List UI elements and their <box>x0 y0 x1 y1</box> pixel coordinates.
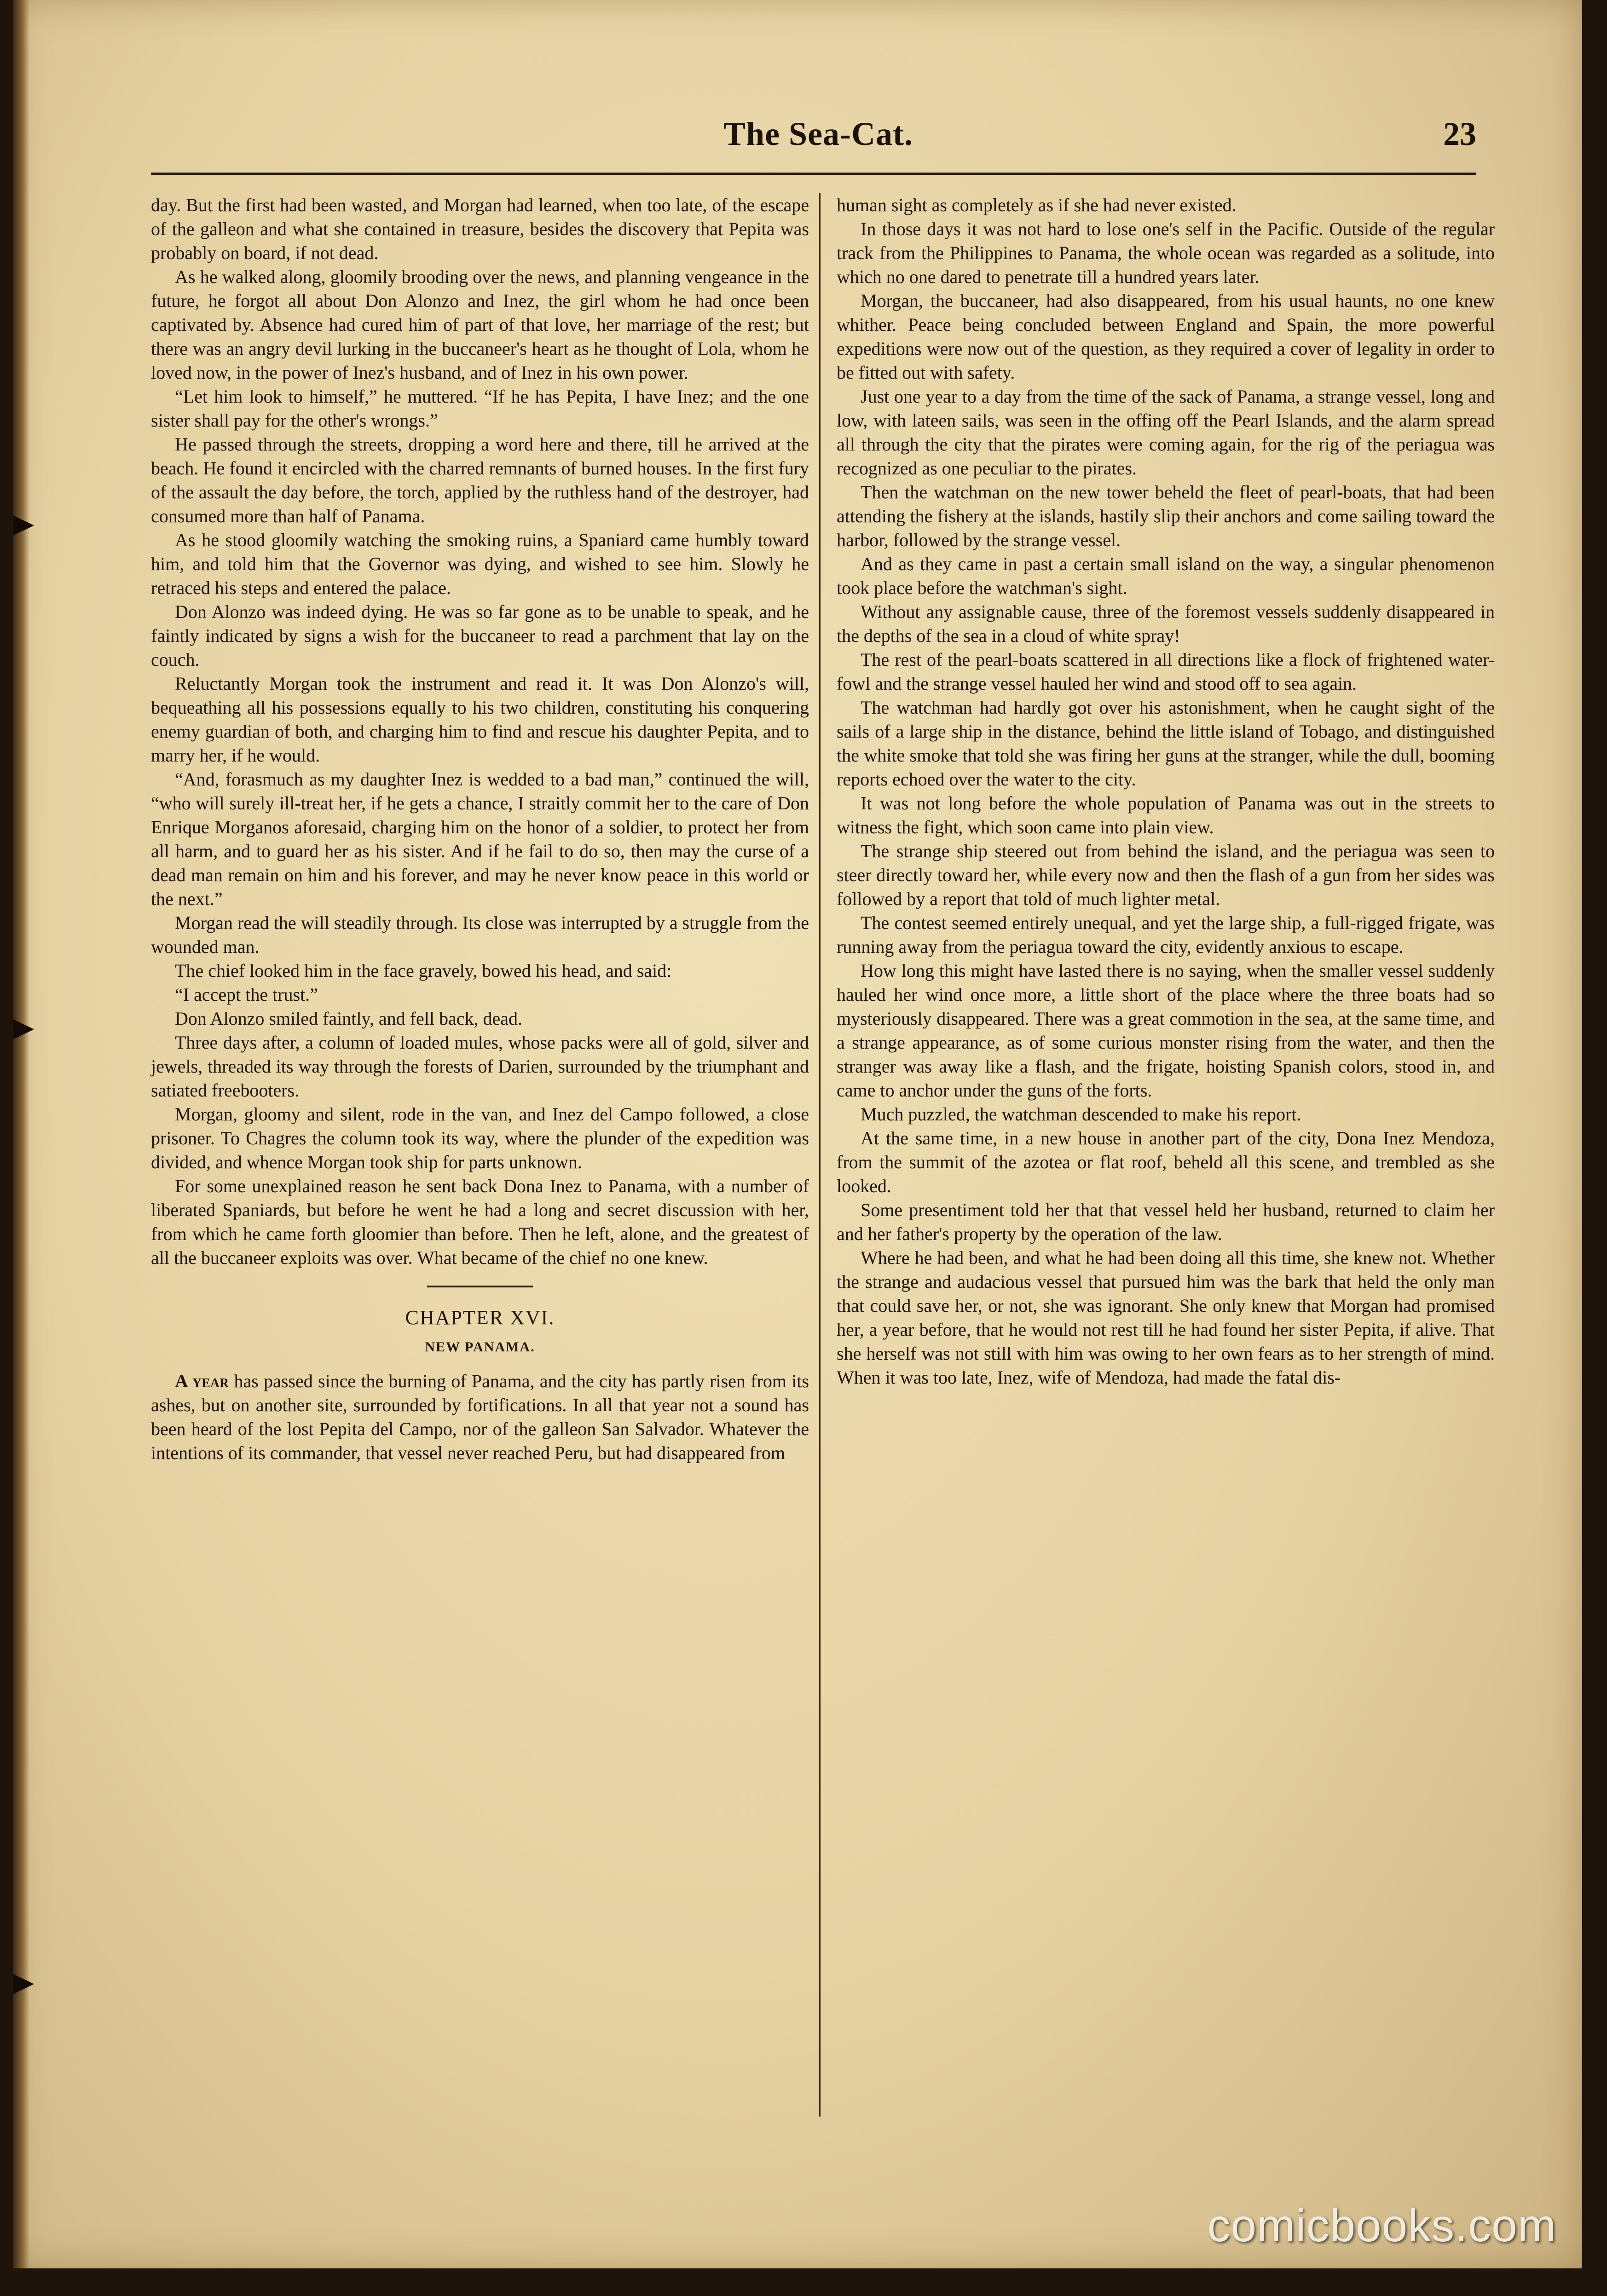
paragraph: The contest seemed entirely unequal, and yet the large ship, a full-rigged frigate, was running away from the periagua toward the city, evidently anxious to escape. <box>837 912 1495 957</box>
binding-hole <box>13 515 34 536</box>
paragraph: In those days it was not hard to lose one's self in the Pacific. Outside of the regular track from the Philippines to Panama, the whole ocean was regarded as a solitude, into which no one dared to penetrate till a hundred years later. <box>837 219 1495 287</box>
text-column-left <box>151 193 809 1465</box>
paragraph: The rest of the pearl-boats scattered in all directions like a flock of frightened water-fowl and the strange vessel hauled her wind and stood off to sea again. <box>837 649 1495 694</box>
binding-hole <box>13 1019 34 1039</box>
book-page <box>13 0 1582 2268</box>
paragraph: Where he had been, and what he had been doing all this time, she knew not. Whether the strange and audacious vessel that pursued him was the bark that held the only man that could save her, or not, she was ignorant. She only knew that Morgan had promised her, a year before, that he would not rest till he had found her sister Pepita, if alive. That she herself was not still with him was owing to her own fears as to her strength of mind. When it was too late, Inez, wife of Mendoza, had made the fatal dis- <box>837 1247 1495 1388</box>
page-spine-shadow <box>13 0 29 2268</box>
paragraph: How long this might have lasted there is no saying, when the smaller vessel suddenly hauled her wind once more, a little short of the place where the three boats had so mysteriously disappeared. There was a great commotion in the sea, at the same time, and a strange appearance, as of some curious monster rising from the water, and then the stranger was away like a flash, and the frigate, hoisting Spanish colors, stood in, and came to anchor under the guns of the forts. <box>837 960 1495 1101</box>
paragraph: day. But the first had been wasted, and Morgan had learned, when too late, of the escape of the galleon and what she contained in treasure, besides the discovery that Pepita was probably on board, if not dead. <box>151 195 809 263</box>
paragraph: It was not long before the whole population of Panama was out in the streets to witness the fight, which soon came into plain view. <box>837 793 1495 837</box>
paragraph: Don Alonzo was indeed dying. He was so far gone as to be unable to speak, and he faintly indicated by signs a wish for the buccaneer to read a parchment that lay on the couch. <box>151 601 809 670</box>
chapter-opening-paragraph <box>151 1369 809 1465</box>
paragraph: “And, forasmuch as my daughter Inez is wedded to a bad man,” continued the will, “who will surely ill-treat her, if he gets a chance, I straitly commit her to the care of Don Enrique Morganos aforesaid, charging him on the honor of a soldier, to protect her from all harm, and to guard her as his sister. And if he fail to do so, then may the curse of a dead man remain on him and his forever, and may he never know peace in this world or the next.” <box>151 769 809 909</box>
header-rule <box>151 173 1476 175</box>
paragraph: Three days after, a column of loaded mules, whose packs were all of gold, silver and jewels, threaded its way through the forests of Darien, surrounded by the triumphant and satiated freebooters. <box>151 1032 809 1101</box>
page-number: 23 <box>1443 115 1476 152</box>
paragraph: Then the watchman on the new tower beheld the fleet of pearl-boats, that had been attending the fishery at the islands, hastily slip their anchors and come sailing toward the harbor, followed by the strange vessel. <box>837 482 1495 550</box>
paragraph: He passed through the streets, dropping a word here and there, till he arrived at the beach. He found it encircled with the charred remnants of burned houses. In the first fury of the assault the day before, the torch, applied by the ruthless hand of the destroyer, had consumed more than half of Panama. <box>151 434 809 526</box>
paragraph: Without any assignable cause, three of the foremost vessels suddenly disappeared in the depths of the sea in a cloud of white spray! <box>837 601 1495 646</box>
paragraph: Morgan read the will steadily through. Its close was interrupted by a struggle from the wounded man. <box>151 912 809 957</box>
chapter-divider <box>427 1286 533 1287</box>
watermark-logo: comicbooks.com <box>1207 2200 1556 2251</box>
binding-hole <box>13 1974 34 1994</box>
chapter-opening-lead: A year <box>175 1371 229 1391</box>
paragraph: The watchman had hardly got over his astonishment, when he caught sight of the sails of a large ship in the distance, behind the little island of Tobago, and distinguished the white smoke that told she was firing her guns at the stranger, while the dull, booming reports echoed over the water to the city. <box>837 697 1495 790</box>
running-title: The Sea-Cat. <box>723 115 913 152</box>
paragraph: Just one year to a day from the time of the sack of Panama, a strange vessel, long and low, with lateen sails, was seen in the offing off the Pearl Islands, and the alarm spread all through the city that the pirates were coming again, for the rig of the periagua was recognized as one peculiar to the pirates. <box>837 386 1495 479</box>
paragraph: The strange ship steered out from behind the island, and the periagua was seen to steer directly toward her, while every now and then the flash of a gun from her sides was followed by a report that told of much lighter metal. <box>837 841 1495 909</box>
paragraph: For some unexplained reason he sent back Dona Inez to Panama, with a number of liberated Spaniards, but before he went he had a long and secret discussion with her, from which he came forth gloomier than before. Then he left, alone, and the greatest of all the buccaneer exploits was over. What became of the chief no one knew. <box>151 1176 809 1268</box>
paragraph: “I accept the trust.” <box>175 984 318 1005</box>
page-header <box>160 115 1476 166</box>
paragraph: The chief looked him in the face gravely, bowed his head, and said: <box>175 960 672 981</box>
paragraph: As he walked along, gloomily brooding over the news, and planning vengeance in the future, he forgot all about Don Alonzo and Inez, the girl whom he had once been captivated by. Absence had cured him of part of that love, her marriage of the rest; but there was an angry devil lurking in the buccaneer's heart as he thought of Lola, whom he loved now, in the power of Inez's husband, and of Inez in his own power. <box>151 266 809 383</box>
paragraph: And as they came in past a certain small island on the way, a singular phenomenon took place before the watchman's sight. <box>837 554 1495 598</box>
chapter-title: CHAPTER XVI. <box>405 1306 555 1329</box>
chapter-subtitle: NEW PANAMA. <box>425 1339 535 1355</box>
text-column-right <box>837 193 1495 1390</box>
paragraph: human sight as completely as if she had never existed. <box>837 195 1237 215</box>
paragraph: “Let him look to himself,” he muttered. “If he has Pepita, I have Inez; and the one sister shall pay for the other's wrongs.” <box>151 386 809 431</box>
paragraph: Some presentiment told her that that vessel held her husband, returned to claim her and her father's property by the operation of the law. <box>837 1200 1495 1244</box>
paragraph: Much puzzled, the watchman descended to make his report. <box>861 1104 1301 1125</box>
paragraph: Reluctantly Morgan took the instrument and read it. It was Don Alonzo's will, bequeathing all his possessions equally to his two children, constituting his conquering enemy guardian of both, and charging him to find and rescue his daughter Pepita, and to marry her, if he would. <box>151 673 809 766</box>
column-divider <box>819 193 821 2117</box>
chapter-opening-text: has passed since the burning of Panama, and the city has partly risen from its ashes, but on another site, surrounded by fortifications. In all that year not a sound has been heard of the lost Pepita del Campo, nor of the galleon San Salvador. Whatever the intentions of its commander, that vessel never reached Peru, but had disappeared from <box>151 1371 809 1463</box>
paragraph: At the same time, in a new house in another part of the city, Dona Inez Mendoza, from the summit of the azotea or flat roof, beheld all this scene, and trembled as she looked. <box>837 1128 1495 1196</box>
paragraph: Don Alonzo smiled faintly, and fell back, dead. <box>175 1008 522 1029</box>
paragraph: Morgan, gloomy and silent, rode in the van, and Inez del Campo followed, a close prisoner. To Chagres the column took its way, where the plunder of the expedition was divided, and whence Morgan took ship for parts unknown. <box>151 1104 809 1172</box>
paragraph: As he stood gloomily watching the smoking ruins, a Spaniard came humbly toward him, and told him that the Governor was dying, and wished to see him. Slowly he retraced his steps and entered the palace. <box>151 530 809 598</box>
paragraph: Morgan, the buccaneer, had also disappeared, from his usual haunts, no one knew whither. Peace being concluded between England and Spain, the more powerful expeditions were now out of the question, as they required a cover of legality in order to be fitted out with safety. <box>837 290 1495 383</box>
